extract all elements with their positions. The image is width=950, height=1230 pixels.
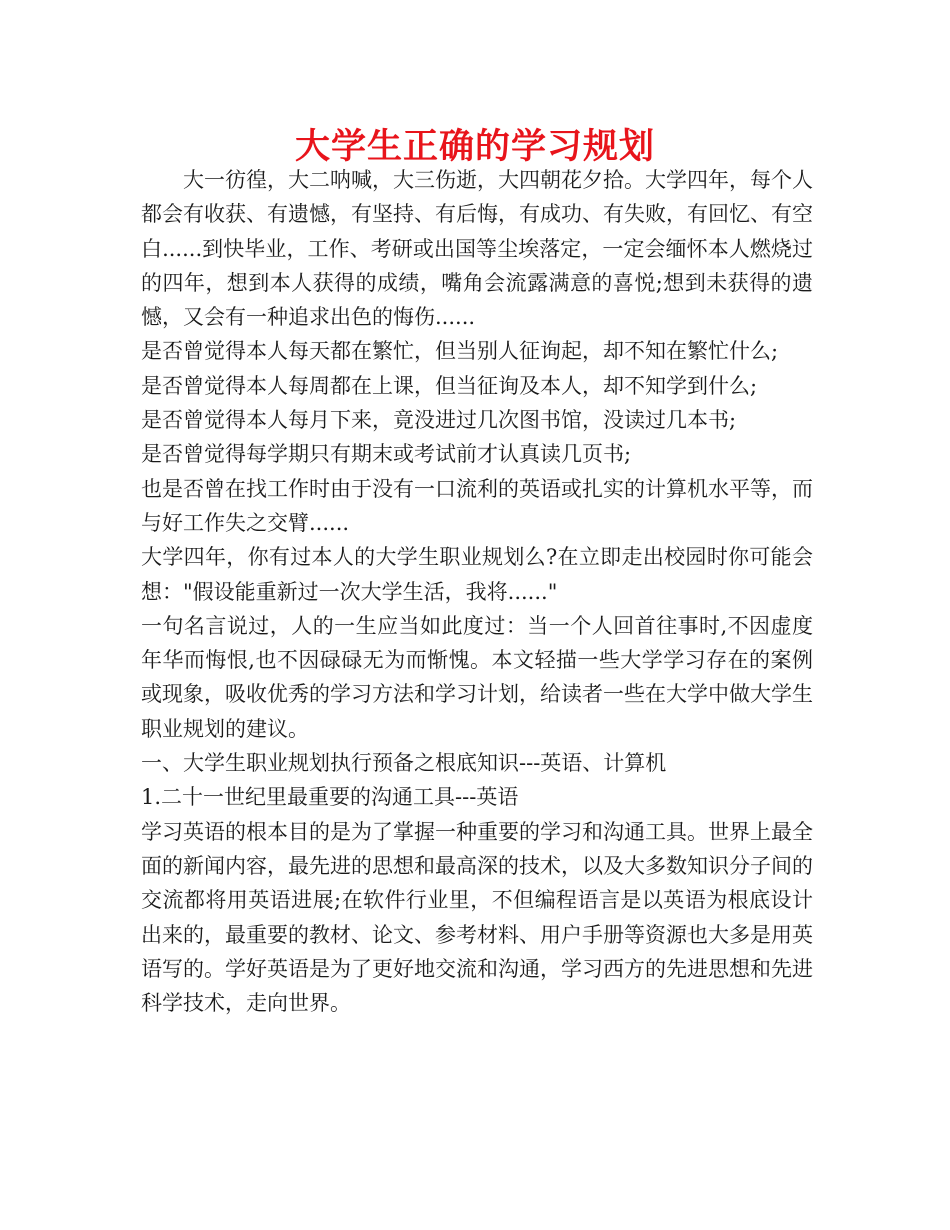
paragraph-question-5: 也是否曾在找工作时由于没有一口流利的英语或扎实的计算机水平等，而与好工作失之交臂...... <box>141 476 813 535</box>
paragraph-four-years: 大学四年，你有过本人的大学生职业规划么?在立即走出校园时你可能会想："假设能重新过一次大学生活，我将......" <box>141 545 813 604</box>
paragraph-question-3: 是否曾觉得本人每月下来，竟没进过几次图书馆，没读过几本书; <box>141 408 737 433</box>
document-body <box>141 163 813 1020</box>
subsection-heading-1-1: 1.二十一世纪里最重要的沟通工具---英语 <box>141 785 519 810</box>
section-heading-1: 一、大学生职业规划执行预备之根底知识---英语、计算机 <box>141 751 667 776</box>
document-title: 大学生正确的学习规划 <box>294 127 655 167</box>
paragraph-intro: 大一彷徨，大二呐喊，大三伤逝，大四朝花夕拾。大学四年，每个人都会有收获、有遗憾，有坚持、有后悔，有成功、有失败，有回忆、有空白......到快毕业，工作、考研或出国等尘埃落定，一定会缅怀本人燃烧过的四年，想到本人获得的成绩，嘴角会流露满意的喜悦;想到未获得的遗憾，又会有一种追求出色的悔伤...... <box>141 168 813 330</box>
paragraph-quote: 一句名言说过，人的一生应当如此度过：当一个人回首往事时,不因虚度年华而悔恨,也不因碌碌无为而惭愧。本文轻描一些大学学习存在的案例或现象，吸收优秀的学习方法和学习计划，给读者一些在大学中做大学生职业规划的建议。 <box>141 613 813 741</box>
paragraph-english: 学习英语的根本目的是为了掌握一种重要的学习和沟通工具。世界上最全面的新闻内容，最先进的思想和最高深的技术，以及大多数知识分子间的交流都将用英语进展;在软件行业里，不但编程语言是以英语为根底设计出来的，最重要的教材、论文、参考材料、用户手册等资源也大多是用英语写的。学好英语是为了更好地交流和沟通，学习西方的先进思想和先进科学技术，走向世界。 <box>141 819 813 1016</box>
paragraph-question-2: 是否曾觉得本人每周都在上课，但当征询及本人，却不知学到什么; <box>141 373 758 398</box>
paragraph-question-4: 是否曾觉得每学期只有期末或考试前才认真读几页书; <box>141 442 632 467</box>
paragraph-question-1: 是否曾觉得本人每天都在繁忙，但当别人征询起，却不知在繁忙什么; <box>141 339 779 364</box>
